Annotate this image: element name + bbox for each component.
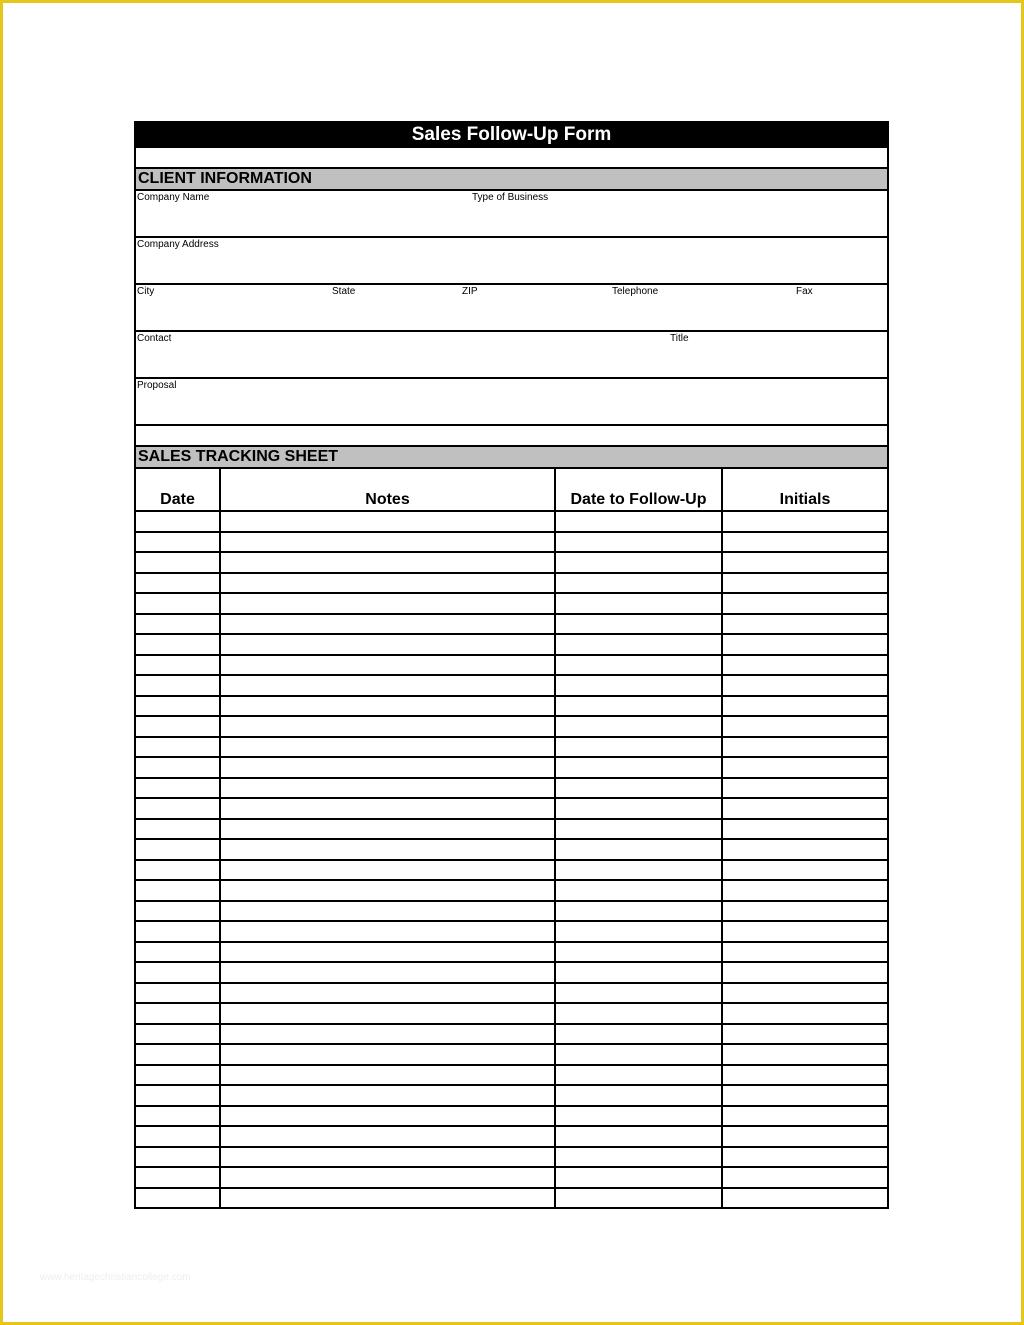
date-cell[interactable] [136, 737, 220, 758]
follow-up-date-cell[interactable] [555, 634, 722, 655]
date-cell[interactable] [136, 880, 220, 901]
initials-cell[interactable] [722, 942, 887, 963]
notes-cell[interactable] [220, 1003, 555, 1024]
follow-up-date-cell[interactable] [555, 1085, 722, 1106]
column-header-notes: Notes [220, 468, 555, 511]
notes-cell[interactable] [220, 962, 555, 983]
follow-up-date-cell[interactable] [555, 1044, 722, 1065]
initials-cell[interactable] [722, 839, 887, 860]
table-row [136, 675, 887, 696]
initials-cell[interactable] [722, 860, 887, 881]
notes-cell[interactable] [220, 655, 555, 676]
notes-cell[interactable] [220, 1147, 555, 1168]
company-address-label: Company Address [137, 239, 219, 250]
date-cell[interactable] [136, 962, 220, 983]
date-cell[interactable] [136, 1188, 220, 1208]
table-row [136, 1167, 887, 1188]
initials-cell[interactable] [722, 1126, 887, 1147]
initials-cell[interactable] [722, 901, 887, 922]
date-cell[interactable] [136, 1106, 220, 1127]
initials-cell[interactable] [722, 880, 887, 901]
follow-up-date-cell[interactable] [555, 798, 722, 819]
table-row [136, 593, 887, 614]
date-cell[interactable] [136, 757, 220, 778]
table-row [136, 778, 887, 799]
date-cell[interactable] [136, 716, 220, 737]
date-cell[interactable] [136, 511, 220, 532]
follow-up-date-cell[interactable] [555, 675, 722, 696]
follow-up-date-cell[interactable] [555, 1147, 722, 1168]
date-cell[interactable] [136, 839, 220, 860]
sales-tracking-heading: SALES TRACKING SHEET [136, 445, 887, 467]
initials-cell[interactable] [722, 511, 887, 532]
date-cell[interactable] [136, 1167, 220, 1188]
date-cell[interactable] [136, 983, 220, 1004]
initials-cell[interactable] [722, 778, 887, 799]
notes-cell[interactable] [220, 1085, 555, 1106]
table-row [136, 655, 887, 676]
follow-up-date-cell[interactable] [555, 757, 722, 778]
initials-cell[interactable] [722, 1003, 887, 1024]
date-cell[interactable] [136, 1147, 220, 1168]
notes-cell[interactable] [220, 839, 555, 860]
table-row [136, 1003, 887, 1024]
date-cell[interactable] [136, 1126, 220, 1147]
notes-cell[interactable] [220, 532, 555, 553]
client-information-heading: CLIENT INFORMATION [136, 167, 887, 191]
initials-cell[interactable] [722, 1024, 887, 1045]
date-cell[interactable] [136, 819, 220, 840]
date-cell[interactable] [136, 532, 220, 553]
table-row [136, 942, 887, 963]
follow-up-date-cell[interactable] [555, 573, 722, 594]
initials-cell[interactable] [722, 716, 887, 737]
date-cell[interactable] [136, 1024, 220, 1045]
follow-up-date-cell[interactable] [555, 1024, 722, 1045]
table-row [136, 532, 887, 553]
follow-up-date-cell[interactable] [555, 737, 722, 758]
notes-cell[interactable] [220, 860, 555, 881]
notes-cell[interactable] [220, 716, 555, 737]
follow-up-date-cell[interactable] [555, 880, 722, 901]
notes-cell[interactable] [220, 1024, 555, 1045]
proposal-label: Proposal [137, 380, 177, 391]
table-row [136, 696, 887, 717]
notes-cell[interactable] [220, 593, 555, 614]
notes-cell[interactable] [220, 880, 555, 901]
initials-cell[interactable] [722, 757, 887, 778]
state-label: State [332, 286, 356, 297]
notes-cell[interactable] [220, 983, 555, 1004]
form-title: Sales Follow-Up Form [136, 123, 887, 147]
table-row [136, 1126, 887, 1147]
initials-cell[interactable] [722, 552, 887, 573]
contact-row[interactable] [136, 332, 887, 379]
follow-up-date-cell[interactable] [555, 614, 722, 635]
date-cell[interactable] [136, 614, 220, 635]
initials-cell[interactable] [722, 573, 887, 594]
sales-follow-up-form [134, 121, 889, 1209]
date-cell[interactable] [136, 552, 220, 573]
follow-up-date-cell[interactable] [555, 696, 722, 717]
initials-cell[interactable] [722, 532, 887, 553]
initials-cell[interactable] [722, 614, 887, 635]
notes-cell[interactable] [220, 819, 555, 840]
follow-up-date-cell[interactable] [555, 593, 722, 614]
date-cell[interactable] [136, 1044, 220, 1065]
follow-up-date-cell[interactable] [555, 942, 722, 963]
initials-cell[interactable] [722, 798, 887, 819]
spacer-row [136, 426, 887, 445]
table-row [136, 1065, 887, 1086]
initials-cell[interactable] [722, 1188, 887, 1208]
table-row [136, 614, 887, 635]
date-cell[interactable] [136, 634, 220, 655]
date-cell[interactable] [136, 1003, 220, 1024]
date-cell[interactable] [136, 860, 220, 881]
follow-up-date-cell[interactable] [555, 1065, 722, 1086]
initials-cell[interactable] [722, 1167, 887, 1188]
table-row [136, 983, 887, 1004]
initials-cell[interactable] [722, 1044, 887, 1065]
follow-up-date-cell[interactable] [555, 532, 722, 553]
initials-cell[interactable] [722, 1106, 887, 1127]
column-header-follow-up-date: Date to Follow-Up [555, 468, 722, 511]
follow-up-date-cell[interactable] [555, 921, 722, 942]
notes-cell[interactable] [220, 675, 555, 696]
table-row [136, 737, 887, 758]
table-row [136, 901, 887, 922]
notes-cell[interactable] [220, 737, 555, 758]
notes-cell[interactable] [220, 696, 555, 717]
column-header-date: Date [136, 468, 220, 511]
follow-up-date-cell[interactable] [555, 901, 722, 922]
table-row [136, 1085, 887, 1106]
notes-cell[interactable] [220, 778, 555, 799]
notes-cell[interactable] [220, 1126, 555, 1147]
city-label: City [137, 286, 155, 297]
tracking-rows [136, 511, 887, 1207]
proposal-row[interactable] [136, 379, 887, 426]
follow-up-date-cell[interactable] [555, 778, 722, 799]
column-header-initials: Initials [722, 468, 887, 511]
table-row [136, 839, 887, 860]
initials-cell[interactable] [722, 675, 887, 696]
table-row [136, 511, 887, 532]
initials-cell[interactable] [722, 819, 887, 840]
notes-cell[interactable] [220, 634, 555, 655]
spacer-row [136, 147, 887, 167]
initials-cell[interactable] [722, 962, 887, 983]
date-cell[interactable] [136, 921, 220, 942]
table-row [136, 573, 887, 594]
initials-cell[interactable] [722, 983, 887, 1004]
date-cell[interactable] [136, 573, 220, 594]
notes-cell[interactable] [220, 1065, 555, 1086]
date-cell[interactable] [136, 778, 220, 799]
company-name-label: Company Name [137, 192, 210, 203]
date-cell[interactable] [136, 798, 220, 819]
follow-up-date-cell[interactable] [555, 1126, 722, 1147]
follow-up-date-cell[interactable] [555, 511, 722, 532]
notes-cell[interactable] [220, 1188, 555, 1208]
follow-up-date-cell[interactable] [555, 1167, 722, 1188]
initials-cell[interactable] [722, 593, 887, 614]
initials-cell[interactable] [722, 696, 887, 717]
table-row [136, 880, 887, 901]
table-row [136, 552, 887, 573]
address-row[interactable] [136, 238, 887, 285]
table-row [136, 757, 887, 778]
notes-cell[interactable] [220, 921, 555, 942]
table-row [136, 819, 887, 840]
follow-up-date-cell[interactable] [555, 1003, 722, 1024]
follow-up-date-cell[interactable] [555, 860, 722, 881]
table-row [136, 1024, 887, 1045]
notes-cell[interactable] [220, 614, 555, 635]
notes-cell[interactable] [220, 901, 555, 922]
table-row [136, 1044, 887, 1065]
date-cell[interactable] [136, 1065, 220, 1086]
initials-cell[interactable] [722, 1065, 887, 1086]
table-row [136, 921, 887, 942]
notes-cell[interactable] [220, 1106, 555, 1127]
table-row [136, 1147, 887, 1168]
follow-up-date-cell[interactable] [555, 983, 722, 1004]
table-row [136, 716, 887, 737]
telephone-label: Telephone [612, 286, 659, 297]
follow-up-date-cell[interactable] [555, 655, 722, 676]
location-row[interactable] [136, 285, 887, 332]
initials-cell[interactable] [722, 921, 887, 942]
zip-label: ZIP [462, 286, 478, 297]
date-cell[interactable] [136, 655, 220, 676]
title-label: Title [670, 333, 689, 344]
notes-cell[interactable] [220, 573, 555, 594]
table-row [136, 1106, 887, 1127]
table-row [136, 1188, 887, 1208]
follow-up-date-cell[interactable] [555, 716, 722, 737]
initials-cell[interactable] [722, 737, 887, 758]
date-cell[interactable] [136, 901, 220, 922]
company-row[interactable] [136, 191, 887, 238]
contact-label: Contact [137, 333, 172, 344]
table-row [136, 962, 887, 983]
date-cell[interactable] [136, 942, 220, 963]
notes-cell[interactable] [220, 942, 555, 963]
follow-up-date-cell[interactable] [555, 962, 722, 983]
table-row [136, 634, 887, 655]
initials-cell[interactable] [722, 1147, 887, 1168]
initials-cell[interactable] [722, 655, 887, 676]
follow-up-date-cell[interactable] [555, 1188, 722, 1208]
date-cell[interactable] [136, 696, 220, 717]
date-cell[interactable] [136, 1085, 220, 1106]
initials-cell[interactable] [722, 634, 887, 655]
date-cell[interactable] [136, 593, 220, 614]
date-cell[interactable] [136, 675, 220, 696]
follow-up-date-cell[interactable] [555, 819, 722, 840]
sales-tracking-table [136, 467, 887, 1207]
type-of-business-label: Type of Business [472, 192, 549, 203]
notes-cell[interactable] [220, 552, 555, 573]
table-row [136, 798, 887, 819]
notes-cell[interactable] [220, 798, 555, 819]
notes-cell[interactable] [220, 1167, 555, 1188]
follow-up-date-cell[interactable] [555, 1106, 722, 1127]
notes-cell[interactable] [220, 1044, 555, 1065]
table-row [136, 860, 887, 881]
notes-cell[interactable] [220, 511, 555, 532]
initials-cell[interactable] [722, 1085, 887, 1106]
fax-label: Fax [796, 286, 813, 297]
follow-up-date-cell[interactable] [555, 552, 722, 573]
notes-cell[interactable] [220, 757, 555, 778]
watermark: www.heritagechristiancollege.com [40, 1272, 191, 1283]
follow-up-date-cell[interactable] [555, 839, 722, 860]
